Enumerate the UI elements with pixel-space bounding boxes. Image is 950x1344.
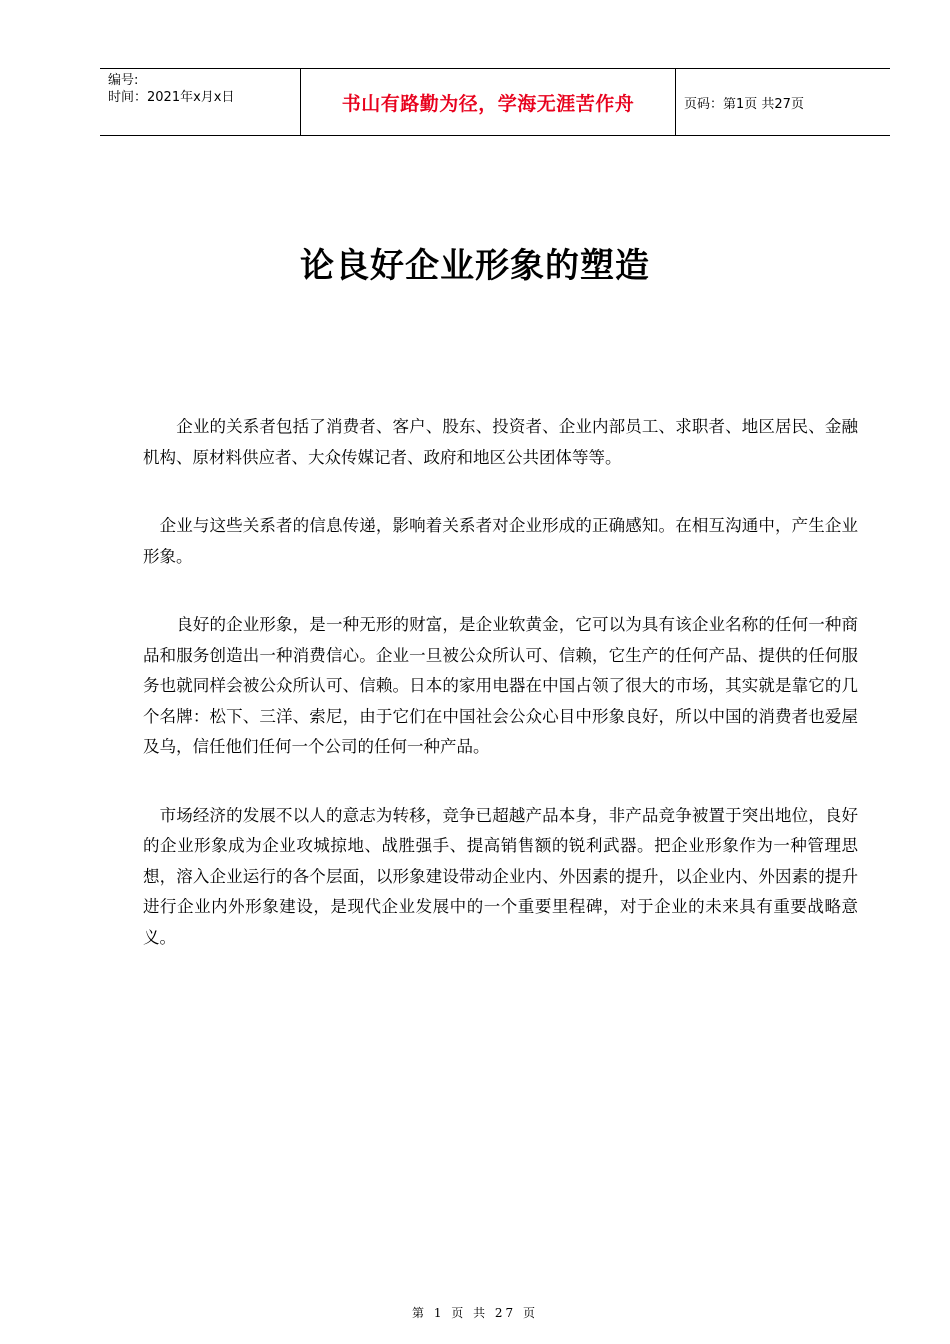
serial-number-label: 编号: — [108, 73, 139, 88]
page-footer: 第 1 页 共 27 页 — [412, 1306, 538, 1320]
document-title: 论良好企业形象的塑造 — [300, 246, 650, 286]
paragraph-4: 市场经济的发展不以人的意志为转移，竞争已超越产品本身，非产品竞争被置于突出地位，良好的企业形象成为企业攻城掠地、战胜强手、提高销售额的锐利武器。把企业形象作为一种管理思想，溶入企业运行的各个层面，以形象建设带动企业内、外因素的提升，以企业内、外因素的提升进行企业内外形象建设，是现代企业发展中的一个重要里程碑，对于企业的未来具有重要战略意义。 — [143, 805, 858, 947]
header-page-info: 页码：第1页 共27页 — [684, 96, 804, 112]
paragraph-3: 良好的企业形象，是一种无形的财富，是企业软黄金，它可以为具有该企业名称的任何一种商品和服务创造出一种消费信心。企业一旦被公众所认可、信赖，它生产的任何产品、提供的任何服务也就同样会被公众所认可、信赖。日本的家用电器在中国占领了很大的市场，其实就是靠它的几个名牌：松下、三洋、索尼，由于它们在中国社会公众心目中形象良好，所以中国的消费者也爱屋及乌，信任他们任何一个公司的任何一种产品。 — [143, 615, 858, 756]
document-header — [100, 68, 890, 136]
paragraph-2: 企业与这些关系者的信息传递，影响着关系者对企业形成的正确感知。在相互沟通中，产生企业形象。 — [143, 516, 858, 566]
document-body — [143, 412, 858, 991]
header-meta-cell — [100, 69, 301, 135]
paragraph-1: 企业的关系者包括了消费者、客户、股东、投资者、企业内部员工、求职者、地区居民、金融机构、原材料供应者、大众传媒记者、政府和地区公共团体等等。 — [143, 417, 858, 467]
header-motto: 书山有路勤为径，学海无涯苦作舟 — [301, 69, 676, 135]
time-label: 时间：2021年x月x日 — [108, 90, 235, 105]
